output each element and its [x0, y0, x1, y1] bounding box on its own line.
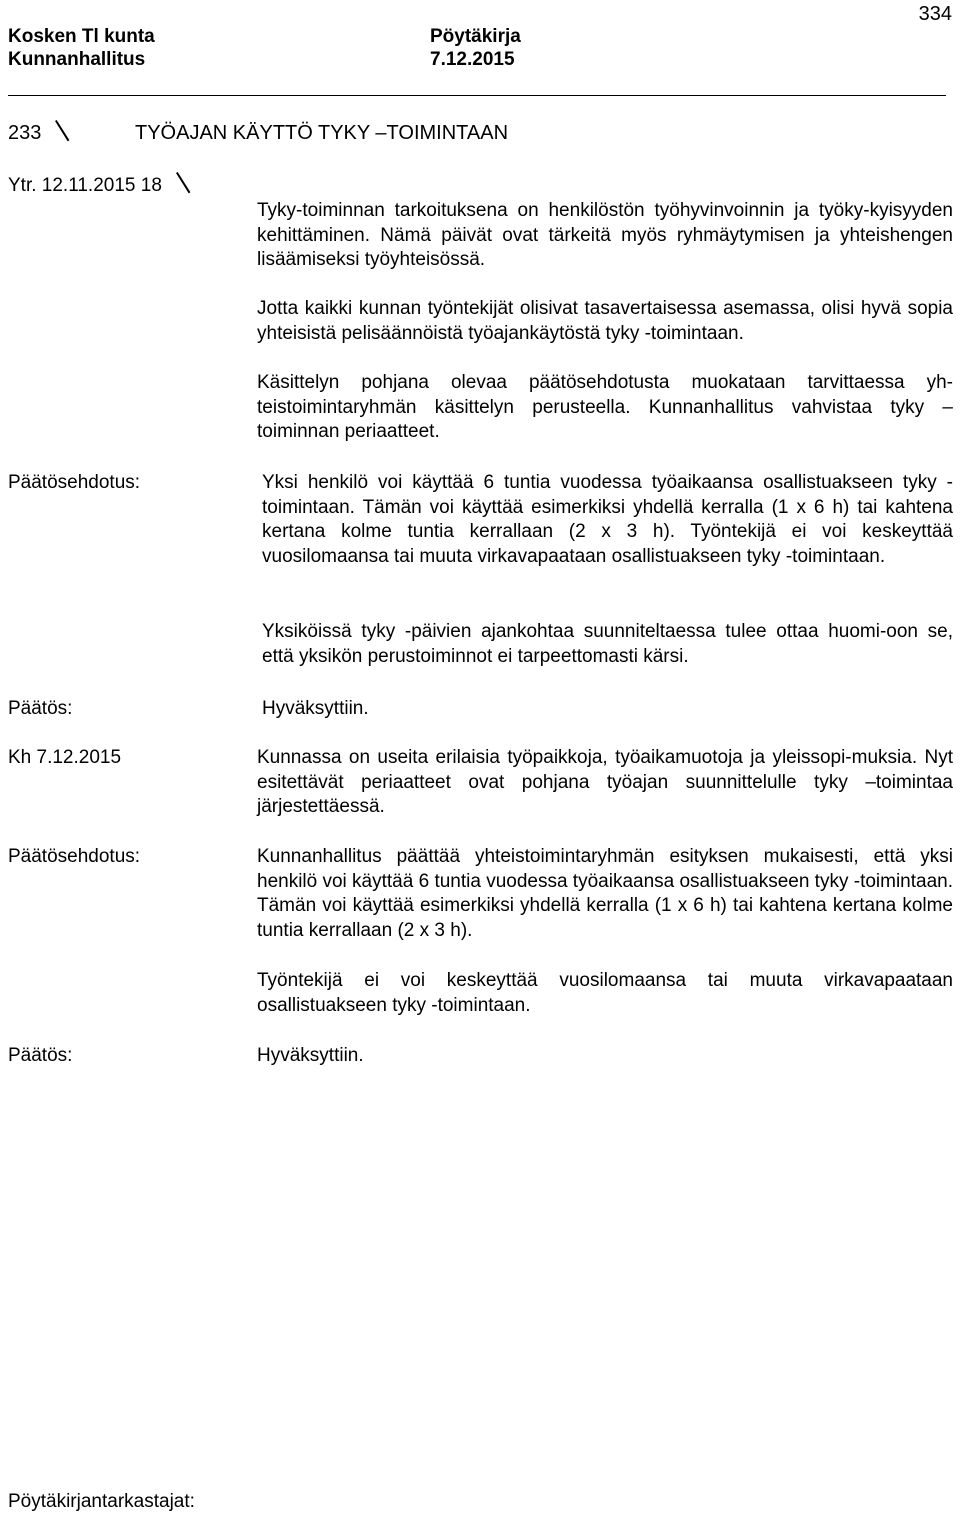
header-body-name: Kunnanhallitus [8, 49, 146, 70]
current-proposal-paragraph: Työntekijä ei voi keskeyttää vuosilomaansa tai muuta virkavapaataan osallistuakseen tyky -toimintaan. [257, 970, 953, 1016]
current-proposal-paragraph: Kunnanhallitus päättää yhteistoimintaryhmän esityksen mukaisesti, että yksi henkilö voi käyttää 6 tuntia vuodessa työaikaansa osallistuakseen tyky -toimintaan. Tämän voi käyttää esimerkiksi yhdellä kerralla (1 x 6 h) tai kahtena kertana kolme tuntia kerrallaan (2 x 3 h). [257, 846, 954, 941]
current-proposal-label: Päätösehdotus: [8, 846, 141, 867]
history-proposal-paragraph: Yksiköissä tyky -päivien ajankohtaa suunniteltaessa tulee ottaa huomi-oon se, että yksikön perustoiminnot ei tarpeettomasti kärsi. [262, 621, 953, 667]
history-paragraph: Käsittelyn pohjana olevaa päätösehdotusta muokataan tarvittaessa yh-teistoimintaryhmän käsittelyn perusteella. Kunnanhallitus vahvistaa tyky – toiminnan periaatteet. [257, 372, 953, 443]
history-reference-line [8, 173, 180, 199]
current-decision-label: Päätös: [8, 1045, 73, 1066]
header-document-type: Pöytäkirja [430, 26, 521, 47]
history-decision-label: Päätös: [8, 698, 73, 719]
history-paragraph: Jotta kaikki kunnan työntekijät olisivat tasavertaisessa asemassa, olisi hyvä sopia yhteisistä pelisäännöistä työajankäytöstä tyky -toimintaan. [257, 298, 953, 344]
section-title: TYÖAJAN KÄYTTÖ TYKY –TOIMINTAAN [135, 122, 509, 144]
current-intro: Kunnassa on useita erilaisia työpaikkoja, työaikamuotoja ja yleissopi-muksia. Nyt esitettävät periaatteet ovat pohjana työajan suunnittelulle tyky –toimintaa järjestettäessä. [257, 747, 953, 818]
section-sign-icon [45, 121, 59, 143]
section-number-line [8, 121, 59, 146]
page-number: 334 [918, 3, 952, 25]
history-paragraph: Tyky-toiminnan tarkoituksena on henkilöstön työhyvinvoinnin ja työky-kyisyyden kehittäminen. Nämä päivät ovat tärkeitä myös ryhmäytymisen ja yhteishengen lisäämiseksi työyhteisössä. [257, 200, 953, 271]
section-number: 233 [8, 122, 42, 144]
section-sign-icon [166, 173, 180, 195]
header-divider [8, 95, 946, 96]
history-proposal-paragraph: Yksi henkilö voi käyttää 6 tuntia vuodessa työaikaansa osallistuakseen tyky -toimintaan. Tämän voi käyttää esimerkiksi yhdellä kerralla (1 x 6 h) tai kahtena kertana kolme tuntia kerrallaan (2 x 3 h). Työntekijä ei voi keskeyttää vuosilomaansa tai muuta virkavapaataan osallistuakseen tyky -toimintaan. [262, 472, 953, 567]
current-decision: Hyväksyttiin. [257, 1045, 364, 1066]
current-reference: Kh 7.12.2015 [8, 747, 122, 768]
history-reference: Ytr. 12.11.2015 18 [8, 175, 162, 196]
footer-label: Pöytäkirjantarkastajat: [8, 1491, 195, 1512]
history-proposal-label: Päätösehdotus: [8, 472, 141, 493]
header-date: 7.12.2015 [430, 49, 515, 70]
header-organization: Kosken Tl kunta [8, 26, 155, 47]
history-decision: Hyväksyttiin. [262, 698, 369, 719]
